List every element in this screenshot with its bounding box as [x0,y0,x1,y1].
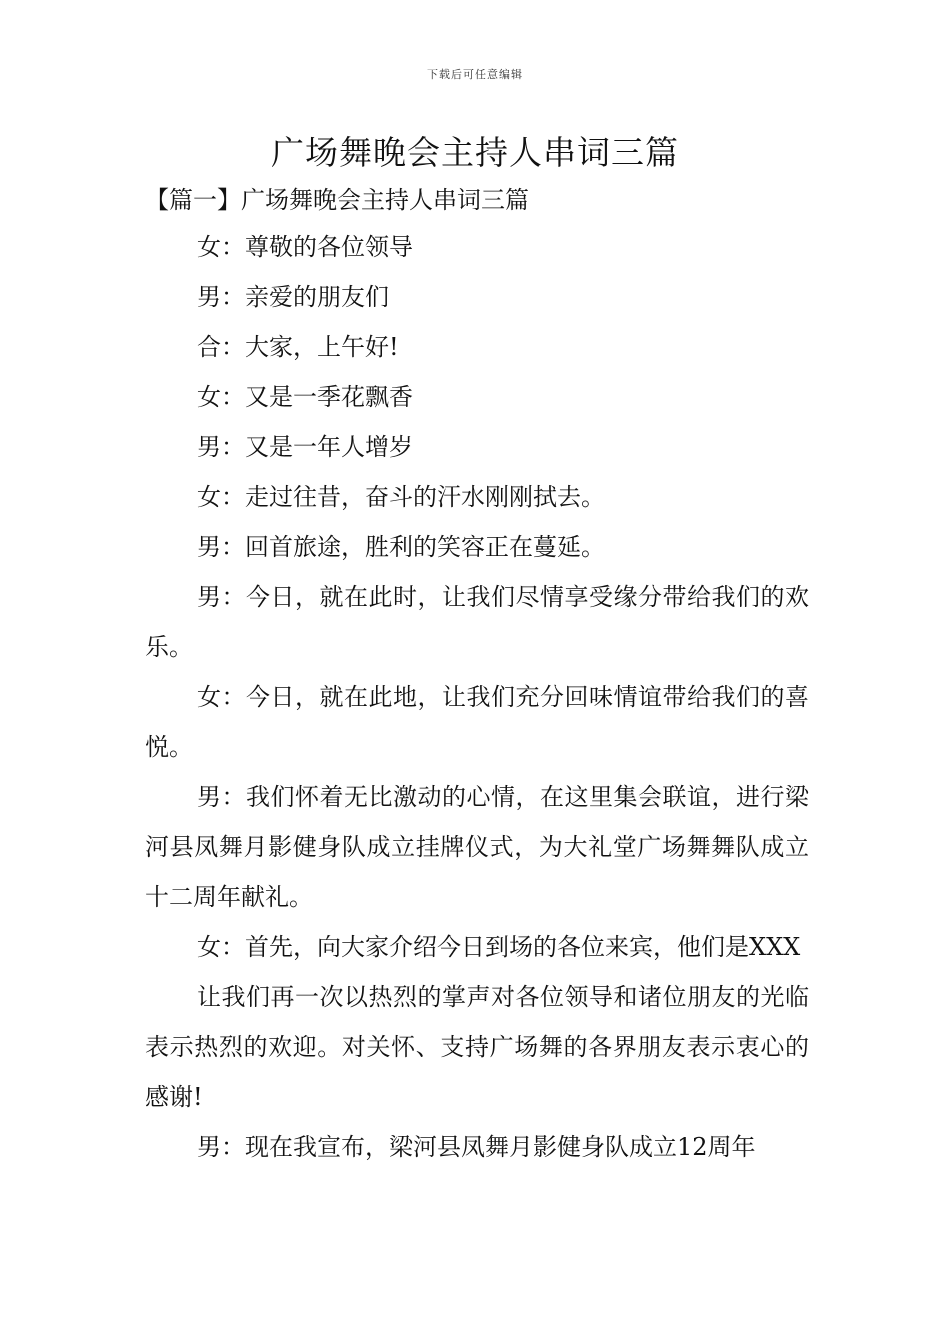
paragraph: 让我们再一次以热烈的掌声对各位领导和诸位朋友的光临表示热烈的欢迎。对关怀、支持广场舞的各界朋友表示衷心的感谢! [145,983,809,1111]
paragraph: 女：首先，向大家介绍今日到场的各位来宾，他们是XXX [197,933,801,961]
paragraph: 合：大家，上午好! [197,333,399,361]
paragraph: 男：回首旅途，胜利的笑容正在蔓延。 [197,533,605,561]
paragraph: 女：又是一季花飘香 [197,383,413,411]
paragraph: 男：我们怀着无比激动的心情，在这里集会联谊，进行梁河县凤舞月影健身队成立挂牌仪式，为大礼堂广场舞舞队成立十二周年献礼。 [145,783,809,911]
paragraph: 男：亲爱的朋友们 [197,283,389,311]
document-title: 广场舞晚会主持人串词三篇 [271,133,679,172]
paragraph: 女：今日，就在此地，让我们充分回味情谊带给我们的喜悦。 [145,683,809,761]
paragraph: 女：尊敬的各位领导 [197,233,413,261]
paragraph: 女：走过往昔，奋斗的汗水刚刚拭去。 [197,483,605,511]
document-body [145,178,809,1172]
paragraph: 男：又是一年人增岁 [197,433,413,461]
header-note: 下载后可任意编辑 [427,68,523,81]
paragraph: 男：今日，就在此时，让我们尽情享受缘分带给我们的欢乐。 [145,583,809,661]
paragraph: 男：现在我宣布，梁河县凤舞月影健身队成立12周年 [197,1133,756,1161]
section-heading: 【篇一】广场舞晚会主持人串词三篇 [145,186,529,214]
